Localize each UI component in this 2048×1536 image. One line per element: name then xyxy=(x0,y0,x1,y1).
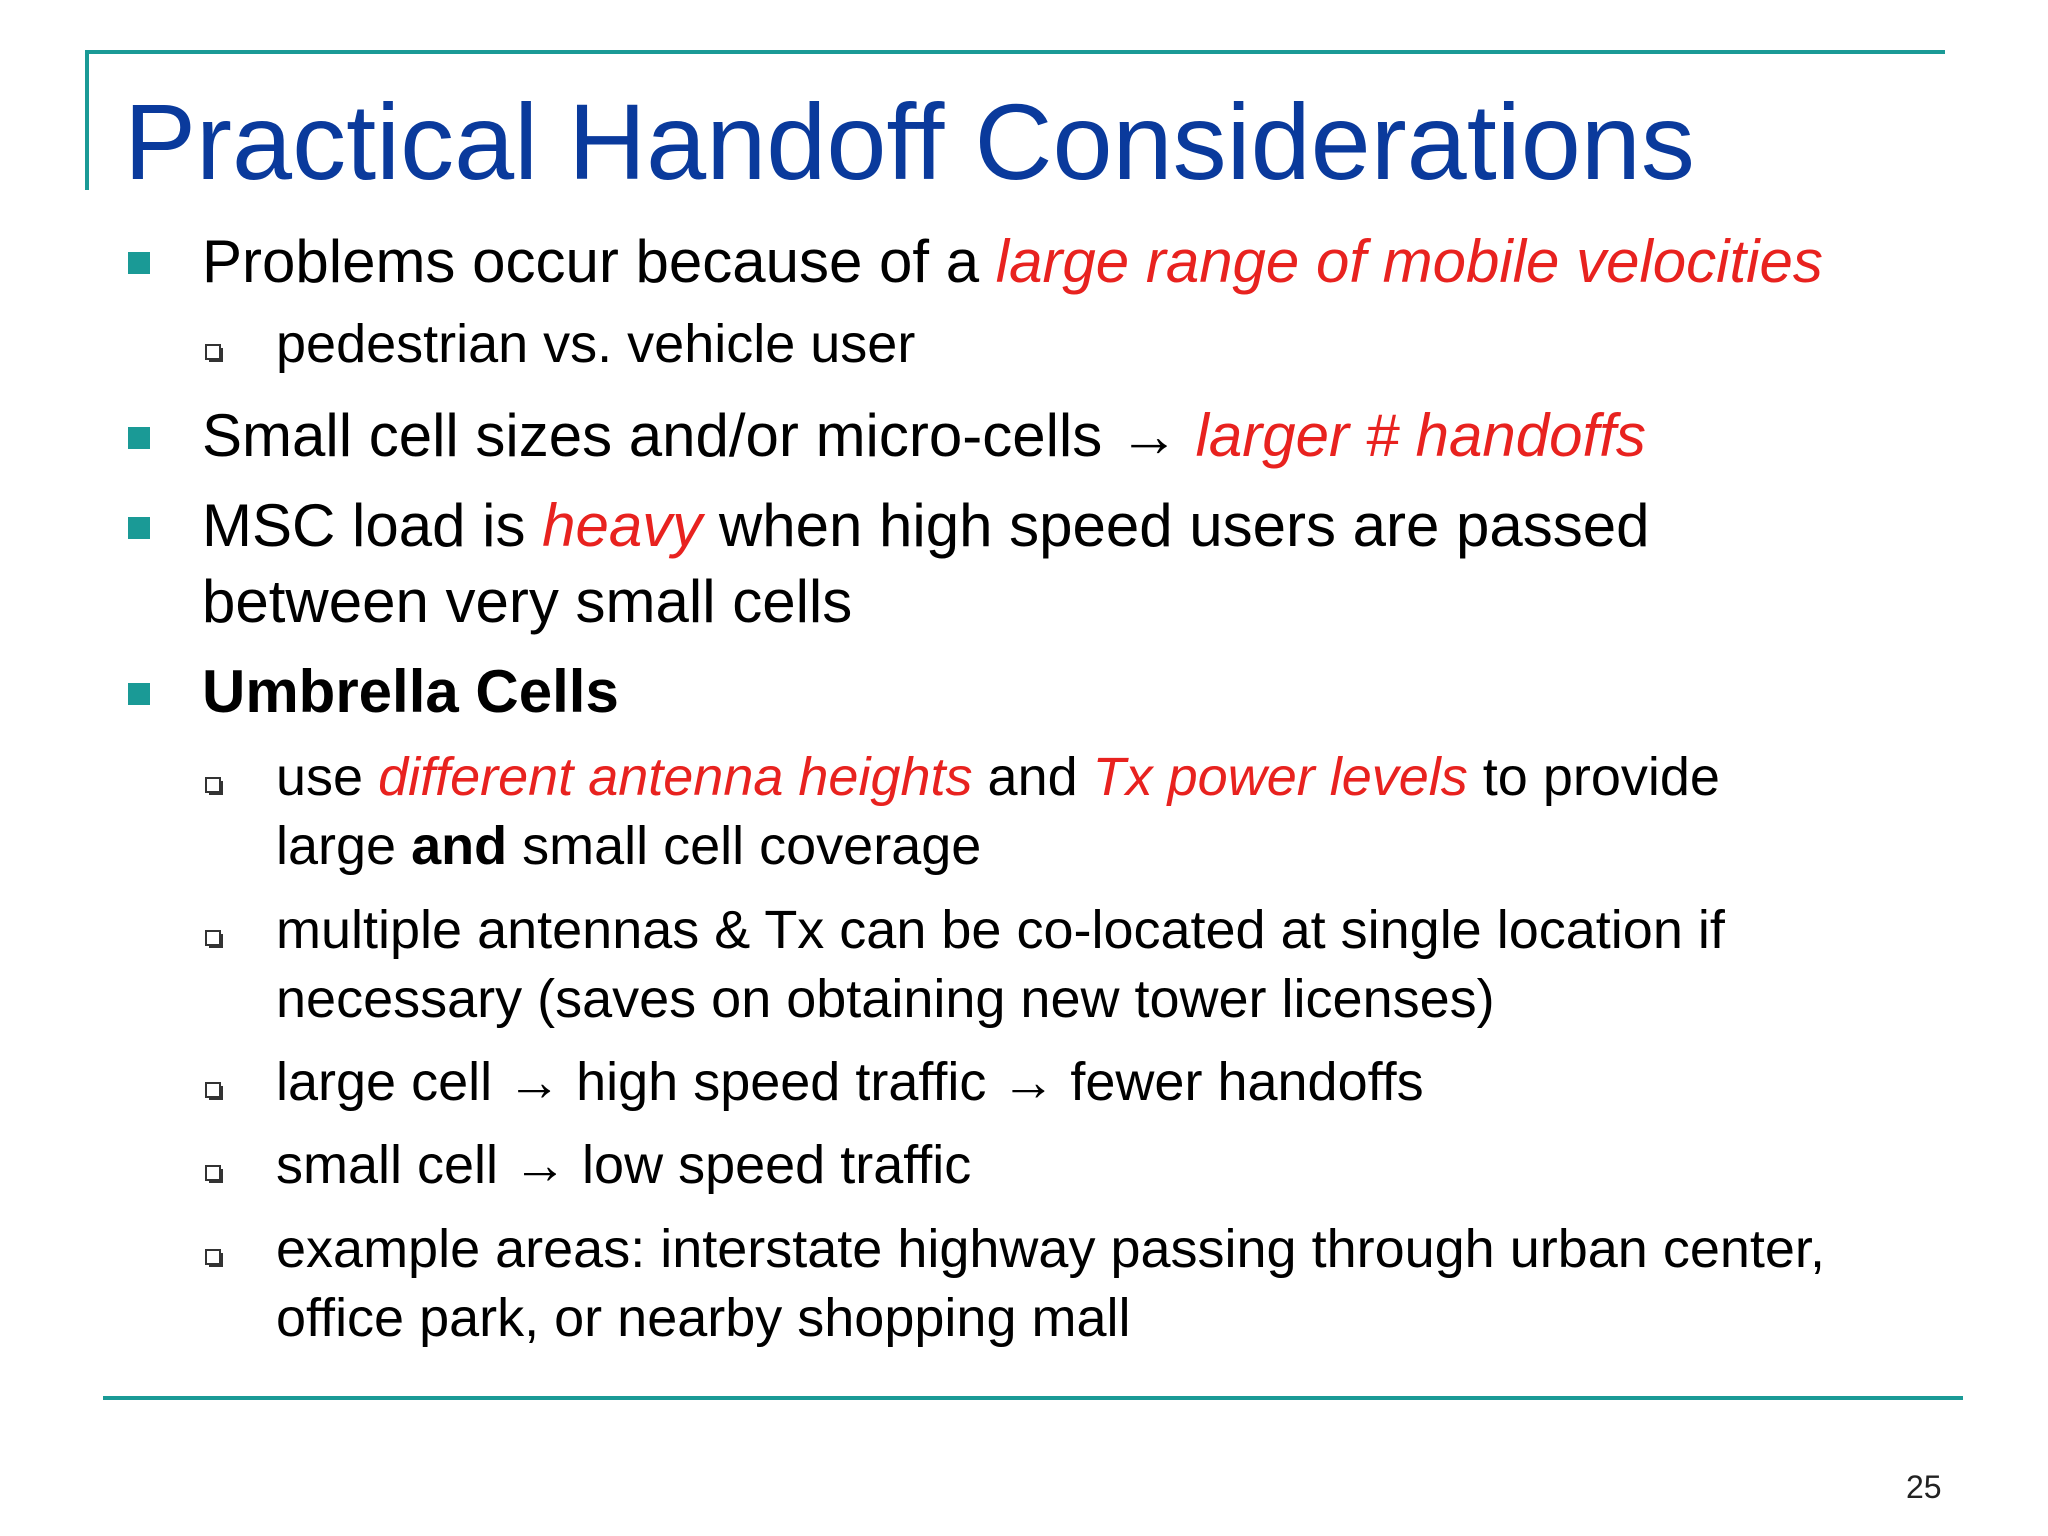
sub-bullet-antenna-heights xyxy=(276,743,1720,812)
sub-text: small cell coverage xyxy=(507,816,982,876)
footer-rule xyxy=(103,1396,1963,1400)
hollow-square-bullet-icon xyxy=(205,1249,221,1265)
hollow-square-bullet-icon xyxy=(205,930,221,946)
sub-text: and xyxy=(972,747,1093,807)
sub-bold: and xyxy=(411,816,508,876)
frame-left-rule xyxy=(85,50,89,190)
sub-text: large xyxy=(276,816,412,876)
sub-bullet-small-cell: small cell → low speed traffic xyxy=(276,1135,972,1195)
square-bullet-icon xyxy=(128,517,150,539)
bullet-umbrella-cells: Umbrella Cells xyxy=(202,658,619,725)
sub-bullet-pedestrian: pedestrian vs. vehicle user xyxy=(276,314,916,374)
bullet-emphasis: large range of mobile velocities xyxy=(995,228,1823,295)
bullet-text: when high speed users are passed xyxy=(702,492,1650,559)
sub-text: use xyxy=(276,747,379,807)
sub-bullet-co-located: multiple antennas & Tx can be co-located at single location if xyxy=(276,900,1725,960)
hollow-square-bullet-icon xyxy=(205,344,221,360)
page-number: 25 xyxy=(1906,1469,1942,1505)
bullet-text: Small cell sizes and/or micro-cells → xyxy=(202,402,1196,469)
sub-bullet-example-areas: example areas: interstate highway passing through urban center, xyxy=(276,1219,1825,1279)
square-bullet-icon xyxy=(128,427,150,449)
sub-bullet-co-located-line2: necessary (saves on obtaining new tower licenses) xyxy=(276,969,1495,1029)
bullet-text: MSC load is xyxy=(202,492,543,559)
sub-bullet-large-cell: large cell → high speed traffic → fewer handoffs xyxy=(276,1052,1424,1112)
hollow-square-bullet-icon xyxy=(205,777,221,793)
sub-bullet-antenna-heights-line2 xyxy=(276,812,981,881)
sub-emphasis: Tx power levels xyxy=(1092,747,1468,807)
square-bullet-icon xyxy=(128,252,150,274)
bullet-msc-load-line2: between very small cells xyxy=(202,568,853,635)
bullet-text: Problems occur because of a xyxy=(202,228,996,295)
bullet-msc-load xyxy=(202,488,1650,564)
sub-emphasis: different antenna heights xyxy=(378,747,973,807)
hollow-square-bullet-icon xyxy=(205,1082,221,1098)
frame-top-rule xyxy=(85,50,1945,54)
bullet-emphasis: larger # handoffs xyxy=(1195,402,1646,469)
sub-bullet-example-areas-line2: office park, or nearby shopping mall xyxy=(276,1288,1131,1348)
hollow-square-bullet-icon xyxy=(205,1165,221,1181)
bullet-velocities xyxy=(202,224,1823,300)
bullet-small-cells xyxy=(202,398,1646,474)
square-bullet-icon xyxy=(128,683,150,705)
bullet-emphasis: heavy xyxy=(542,492,703,559)
slide-title: Practical Handoff Considerations xyxy=(124,81,1695,202)
sub-text: to provide xyxy=(1467,747,1720,807)
